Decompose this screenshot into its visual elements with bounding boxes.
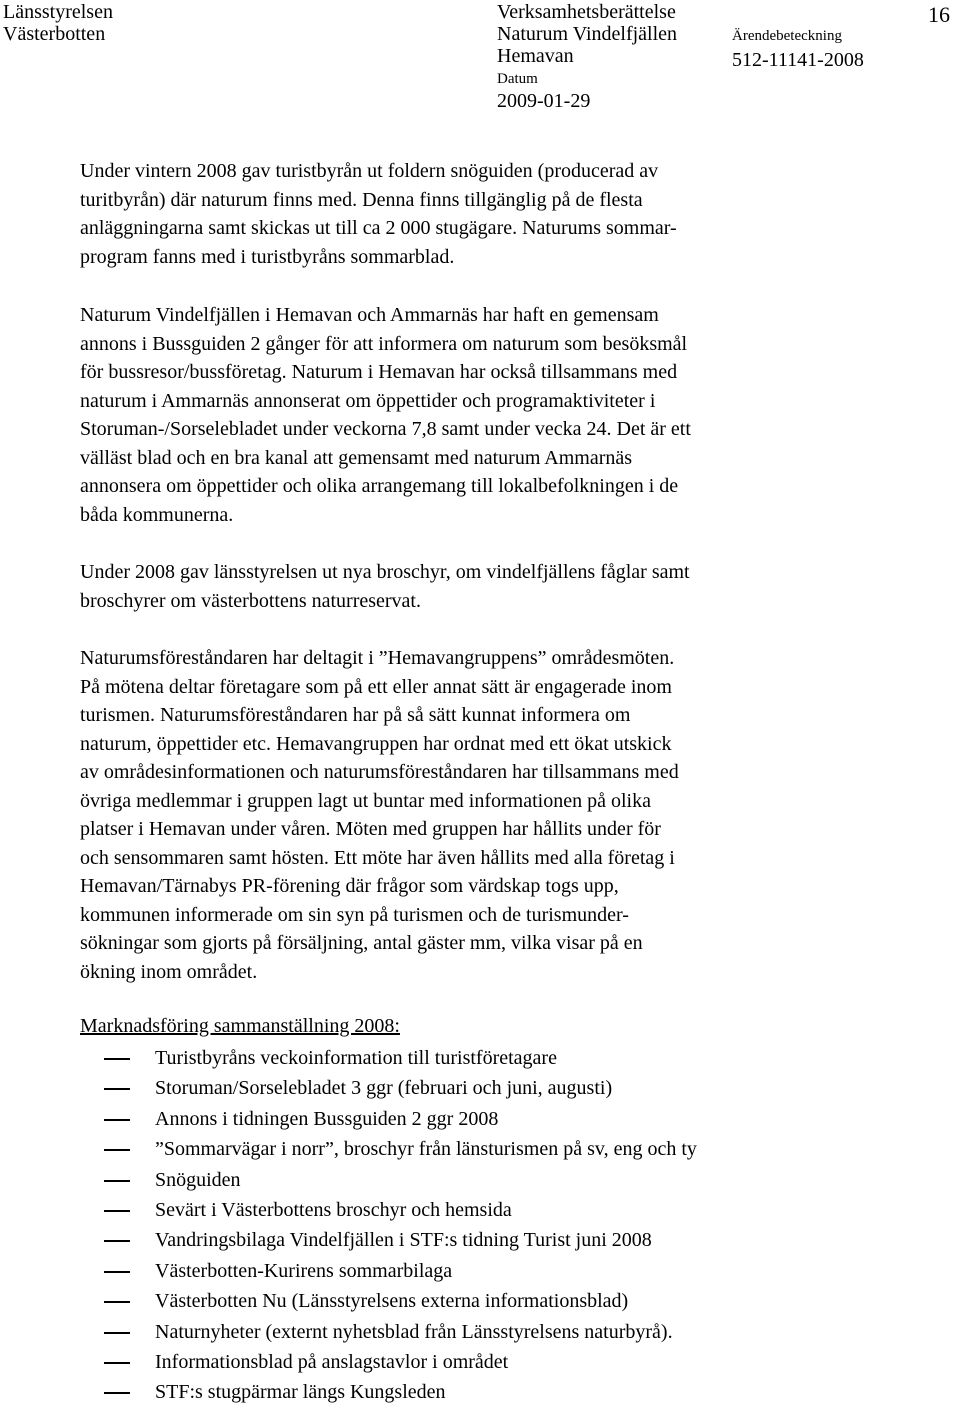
marketing-summary-title: Marknadsföring sammanställning 2008: (80, 1015, 400, 1037)
list-item: Västerbotten Nu (Länsstyrelsens externa informationsblad) (80, 1286, 697, 1316)
dash-bullet-icon (104, 1362, 130, 1364)
paragraph-hemavangruppen: Naturumsföreståndaren har deltagit i ”Hemavangruppens” områdesmöten. På mötena deltar företagare som på ett eller annat sätt är engagerade inom turismen. Naturumsföreståndaren har på så sätt kunnat informera om naturum, öppettider etc. Hemavangruppen har ordnat med ett ökat utskick av områdesinformationen och naturumsföreståndaren har tillsammans med övriga medlemmar i gruppen lagt ut buntar med informationen på olika platser i Hemavan under våren. Möten med gruppen har hållits under för och sensommaren samt hösten. Ett möte har även hållits med alla företag i Hemavan/Tärnabys PR-förening där frågor som värdskap togs upp, kommunen informerade om sin syn på turismen och de turismunder- sökningar som gjorts på försäljning, antal gäster mm, vilka visar på en ökning inom området. (80, 647, 679, 983)
list-item: Sevärt i Västerbottens broschyr och hemsida (80, 1195, 697, 1225)
dash-bullet-icon (104, 1271, 130, 1273)
document-type: Verksamhetsberättelse (497, 1, 676, 23)
subject-line2: Hemavan (497, 45, 574, 67)
dash-bullet-icon (104, 1392, 130, 1394)
organization-name: Länsstyrelsen Västerbotten (3, 1, 113, 45)
list-item: Annons i tidningen Bussguiden 2 ggr 2008 (80, 1104, 697, 1134)
reference-number: 512-11141-2008 (732, 49, 864, 71)
dash-bullet-icon (104, 1332, 130, 1334)
list-item: Vandringsbilaga Vindelfjällen i STF:s tidning Turist juni 2008 (80, 1225, 697, 1255)
dash-bullet-icon (104, 1149, 130, 1151)
list-item: STF:s stugpärmar längs Kungsleden (80, 1377, 697, 1407)
list-item: Naturnyheter (externt nyhetsblad från Länsstyrelsens naturbyrå). (80, 1317, 697, 1347)
list-item: Informationsblad på anslagstavlor i området (80, 1347, 697, 1377)
paragraph-broschyr: Under 2008 gav länsstyrelsen ut nya broschyr, om vindelfjällens fåglar samt broschyrer om västerbottens naturreservat. (80, 561, 690, 612)
list-item: ”Sommarvägar i norr”, broschyr från länsturismen på sv, eng och ty (80, 1134, 697, 1164)
dash-bullet-icon (104, 1301, 130, 1303)
dash-bullet-icon (104, 1210, 130, 1212)
dash-bullet-icon (104, 1088, 130, 1090)
date-value: 2009-01-29 (497, 90, 591, 112)
document-subject (497, 1, 677, 112)
list-item: Snöguiden (80, 1165, 697, 1195)
reference-label: Ärendebeteckning (732, 28, 842, 44)
dash-bullet-icon (104, 1180, 130, 1182)
page-number: 16 (928, 2, 950, 27)
date-label: Datum (497, 71, 538, 87)
reference (732, 25, 864, 71)
paragraph-bussguiden: Naturum Vindelfjällen i Hemavan och Ammarnäs har haft en gemensam annons i Bussguiden 2 gånger för att informera om naturum som besöksmål för bussresor/bussföretag. Naturum i Hemavan har också tillsammans med naturum i Ammarnäs annonserat om öppettider och programaktiviteter i Storuman-/Sorselebladet under veckorna 7,8 samt under vecka 24. Det är ett välläst blad och en bra kanal att gemensamt med naturum Ammarnäs annonsera om öppettider och olika arrangemang till lokalbefolkningen i de båda kommunerna. (80, 304, 691, 526)
list-item: Turistbyråns veckoinformation till turistföretagare (80, 1043, 697, 1073)
dash-bullet-icon (104, 1058, 130, 1060)
subject-line1: Naturum Vindelfjällen (497, 23, 678, 45)
dash-bullet-icon (104, 1240, 130, 1242)
list-item: Storuman/Sorselebladet 3 ggr (februari och juni, augusti) (80, 1073, 697, 1103)
list-item: Västerbotten-Kurirens sommarbilaga (80, 1256, 697, 1286)
paragraph-snoguiden: Under vintern 2008 gav turistbyrån ut foldern snöguiden (producerad av turitbyrån) där naturum finns med. Denna finns tillgänglig på de flesta anläggningarna samt skickas ut till ca 2 000 stugägare. Naturums sommar- program fanns med i turistbyråns sommarblad. (80, 160, 677, 268)
dash-bullet-icon (104, 1119, 130, 1121)
marketing-list (80, 1043, 697, 1408)
